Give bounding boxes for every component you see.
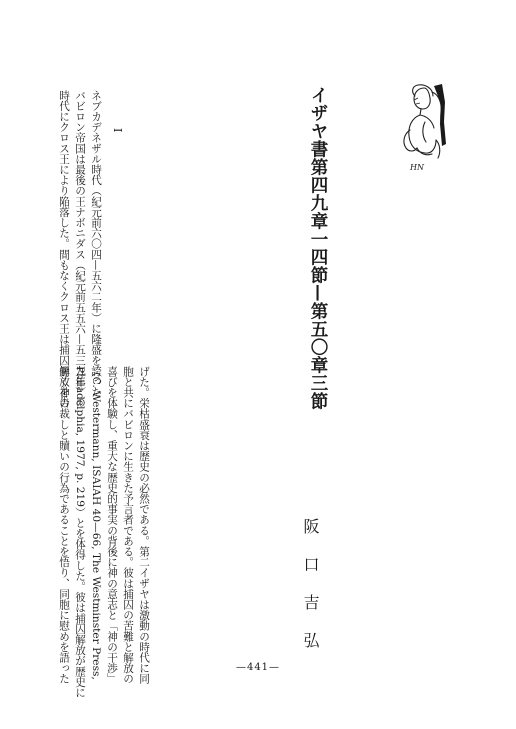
page-title: イザヤ書第四九章一四節—第五〇章三節	[308, 86, 328, 410]
paragraph-upper: ネブカデネザル時代（紀元前六〇四—五六二年）に隆盛を誇った バビロン帝国は最後の王ナボニダス（紀元前五五六—五三九年）の 時代にクロス王により陥落した。間もなくクロス王は捕囚解放を告	[58, 90, 102, 408]
paragraph-lower: げた。栄枯盛衰は歴史の必然である。第二イザヤは激動の時代に同 胞と共にバビロンに生きた予言者である。彼は捕囚の苦難と解放の 喜びを体験し、重大な歴史的事実の背後に神の意志と「神の干渉」 （C. Westermann, ISAIAH 40—66, The Westminster Press, Philadelphia, 1977, p. 219）とを体得した。彼は捕囚解放が歴史に 働く神の裁しと贖いの行為であることを悟り、同胞に慰めを語った	[58, 366, 150, 698]
figure-drawing-icon	[392, 82, 450, 174]
section-number: I	[111, 128, 124, 133]
page-number: —441—	[235, 662, 281, 673]
emblem-monogram: HN	[410, 163, 424, 172]
author-name: 阪口吉弘	[301, 518, 320, 670]
